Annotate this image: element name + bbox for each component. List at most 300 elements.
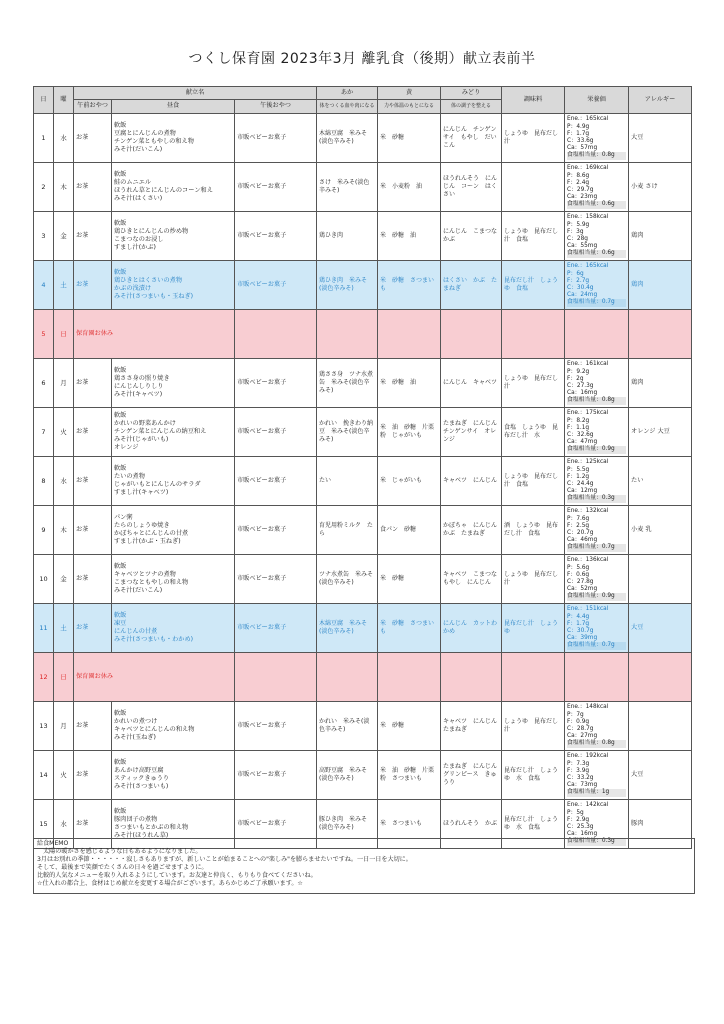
- lunch-item: 鮭のムニエル: [114, 178, 152, 186]
- header-lunch: 昼食: [112, 100, 235, 114]
- nutrition: [565, 555, 629, 604]
- lunch-menu: [112, 506, 235, 555]
- table-row: [34, 163, 692, 212]
- am-snack: お茶: [74, 555, 112, 604]
- nutrition: [565, 359, 629, 408]
- red-ingredients: 豚ひき肉 米みそ(淡色辛みそ): [317, 800, 378, 849]
- lunch-menu: [112, 261, 235, 310]
- yellow-ingredients: 米 砂糖 さつまいも: [378, 261, 441, 310]
- lunch-item: 軟飯: [114, 268, 127, 276]
- day-number: 4: [34, 261, 54, 310]
- lunch-item: 軟飯: [114, 411, 127, 419]
- empty-cell: [502, 310, 565, 359]
- nutrition-value: Ca：39mg: [567, 635, 598, 642]
- lunch-item: 軟飯: [114, 219, 127, 227]
- day-of-week: 日: [54, 653, 74, 702]
- nutrition-value: F：0.9g: [567, 718, 590, 725]
- lunch-item: すまし汁(かぶ・玉ねぎ): [114, 538, 181, 546]
- closed-notice: 保育園お休み: [74, 310, 235, 359]
- nutrition-value: P：6g: [567, 270, 584, 277]
- green-ingredients: はくさい かぶ たまねぎ: [441, 261, 502, 310]
- lunch-item: キャベツとツナの煮物: [114, 570, 176, 578]
- nutrition-value: F：0.6g: [567, 571, 590, 578]
- lunch-item: かれいの煮つけ: [114, 717, 158, 725]
- seasoning: [502, 163, 565, 212]
- salt-value: 食塩相当量：0.8g: [567, 740, 626, 747]
- table-row: [34, 457, 692, 506]
- allergy: [629, 555, 692, 604]
- lunch-item: 軟飯: [114, 807, 127, 815]
- menu-body: [34, 114, 692, 849]
- nutrition-value: Ene.：165kcal: [567, 116, 609, 123]
- nutrition-value: C：30.4g: [567, 285, 594, 291]
- memo-heading: 給食MEMO: [37, 840, 69, 847]
- day-number: 11: [34, 604, 54, 653]
- empty-cell: [565, 310, 629, 359]
- pm-snack: 市販ベビーお菓子: [235, 114, 317, 163]
- empty-cell: [378, 653, 441, 702]
- memo-line: ☆仕入れの都合上、食材はじめ献立を変更する場合がございます。あらかじめご了承願います。☆: [37, 880, 303, 888]
- lunch-item: 豆腐とにんじんの煮物: [114, 129, 176, 137]
- lunch-item: たらのしょうゆ焼き: [114, 521, 170, 529]
- green-ingredients: キャベツ にんじん: [441, 457, 502, 506]
- lunch-item: オレンジ: [114, 444, 139, 452]
- yellow-ingredients: 米 油 砂糖 片栗粉 じゃがいも: [378, 408, 441, 457]
- table-row: [34, 212, 692, 261]
- empty-cell: [317, 653, 378, 702]
- nutrition-value: F：2.5g: [567, 522, 590, 529]
- allergy: 大豆: [629, 751, 692, 800]
- salt-value: 食塩相当量：0.9g: [567, 593, 626, 600]
- nutrition: [565, 114, 629, 163]
- day-number: 9: [34, 506, 54, 555]
- lunch-item: みそ汁(ほうれん草): [114, 832, 169, 840]
- red-ingredients: 木綿豆腐 米みそ(淡色辛みそ): [317, 604, 378, 653]
- red-ingredients: 育児用粉ミルク たら: [317, 506, 378, 555]
- green-ingredients: たまねぎ にんじん グリンピース きゅうり: [441, 751, 502, 800]
- lunch-menu: [112, 604, 235, 653]
- day-of-week: 月: [54, 359, 74, 408]
- salt-value: 食塩相当量：0.6g: [567, 201, 626, 208]
- table-row: [34, 604, 692, 653]
- header-red-sub: 体をつくる血や肉になる: [317, 100, 378, 114]
- lunch-item: みそ汁(さつまいも・わかめ): [114, 636, 194, 644]
- nutrition-value: Ca：73mg: [567, 782, 598, 789]
- table-row: [34, 555, 692, 604]
- allergy: 豚肉: [629, 800, 692, 849]
- yellow-ingredients: 米 砂糖 油: [378, 212, 441, 261]
- nutrition-value: F：1.7g: [567, 130, 590, 137]
- pm-snack: 市販ベビーお菓子: [235, 408, 317, 457]
- header-yellow: 黄: [378, 87, 441, 100]
- lunch-item: みそ汁(さつまいも): [114, 783, 169, 791]
- lunch-item: みそ汁(だいこん): [114, 146, 163, 154]
- lunch-menu: [112, 163, 235, 212]
- salt-value: 食塩相当量：0.7g: [567, 299, 626, 306]
- salt-value: 食塩相当量：0.8g: [567, 152, 626, 159]
- lunch-item: 軟飯: [114, 562, 127, 570]
- nutrition-value: Ca：57mg: [567, 145, 598, 152]
- allergy: 鶏肉: [629, 359, 692, 408]
- lunch-item: 鶏ささ身の照り焼き: [114, 374, 170, 382]
- empty-cell: [441, 310, 502, 359]
- salt-value: 食塩相当量：0.8g: [567, 397, 626, 404]
- green-ingredients: にんじん こまつな かぶ: [441, 212, 502, 261]
- lunch-item: 軟飯: [114, 121, 127, 129]
- pm-snack: 市販ベビーお菓子: [235, 800, 317, 849]
- yellow-ingredients: 米 小麦粉 油: [378, 163, 441, 212]
- red-ingredients: かれい 米みそ(淡色辛みそ): [317, 702, 378, 751]
- nutrition-value: P：7.6g: [567, 515, 590, 522]
- nutrition-value: Ene.：151kcal: [567, 606, 609, 613]
- nutrition: [565, 261, 629, 310]
- day-of-week: 月: [54, 702, 74, 751]
- nutrition: [565, 506, 629, 555]
- pm-snack: 市販ベビーお菓子: [235, 457, 317, 506]
- green-ingredients: にんじん チンゲンサイ もやし だいこん: [441, 114, 502, 163]
- pm-snack: 市販ベビーお菓子: [235, 555, 317, 604]
- lunch-item: 鶏ひきとはくさいの煮物: [114, 276, 183, 284]
- lunch-item: 鶏ひきとにんじんの炒め物: [114, 227, 189, 235]
- salt-value: 食塩相当量：1g: [567, 789, 626, 796]
- pm-snack: 市販ベビーお菓子: [235, 604, 317, 653]
- nutrition-value: F：3.9g: [567, 767, 590, 774]
- seasoning: しょうゆ 昆布だし汁: [502, 555, 565, 604]
- nutrition-value: Ene.：161kcal: [567, 361, 609, 368]
- empty-cell: [441, 653, 502, 702]
- salt-value: 食塩相当量：0.6g: [567, 250, 626, 257]
- lunch-item: 軟飯: [114, 709, 127, 717]
- salt-value: 食塩相当量：0.9g: [567, 446, 626, 453]
- seasoning: しょうゆ 昆布だし汁: [502, 702, 565, 751]
- allergy: 鶏肉: [629, 261, 692, 310]
- day-number: 8: [34, 457, 54, 506]
- closed-notice: 保育園お休み: [74, 653, 235, 702]
- nutrition-value: Ene.：125kcal: [567, 459, 609, 466]
- red-ingredients: 鶏ひき肉: [317, 212, 378, 261]
- lunch-item: すまし汁(かぶ): [114, 244, 156, 252]
- lunch-item: さつまいもとかぶの和え物: [114, 824, 189, 831]
- empty-cell: [235, 310, 317, 359]
- header-allergy: アレルギー: [629, 87, 692, 114]
- lunch-menu: [112, 408, 235, 457]
- header-menu-group: 献立名: [74, 87, 317, 100]
- header-red: あか: [317, 87, 378, 100]
- table-row: [34, 261, 692, 310]
- day-of-week: 金: [54, 212, 74, 261]
- nutrition-value: Ene.：192kcal: [567, 753, 609, 760]
- memo-line: 比較的人気なメニューを取り入れるようにしています。お友達と仲良く、もりもり食べてくださいね。: [37, 872, 317, 880]
- yellow-ingredients: 米 砂糖: [378, 702, 441, 751]
- nutrition-value: P：9.2g: [567, 368, 590, 375]
- day-of-week: 土: [54, 604, 74, 653]
- nutrition: [565, 212, 629, 261]
- nutrition-value: P：8.2g: [567, 417, 590, 424]
- day-of-week: 火: [54, 751, 74, 800]
- day-of-week: 土: [54, 261, 74, 310]
- yellow-ingredients: 米 砂糖: [378, 114, 441, 163]
- pm-snack: 市販ベビーお菓子: [235, 212, 317, 261]
- nutrition-value: P：5.6g: [567, 564, 590, 571]
- nutrition-value: C：33.2g: [567, 775, 594, 781]
- nutrition-value: Ene.：136kcal: [567, 557, 609, 564]
- day-of-week: 水: [54, 457, 74, 506]
- lunch-item: キャベツとにんじんの和え物: [114, 726, 195, 733]
- nutrition-value: C：32.6g: [567, 432, 594, 438]
- table-row: [34, 310, 692, 359]
- day-number: 1: [34, 114, 54, 163]
- nutrition-value: Ca：46mg: [567, 537, 598, 544]
- allergy: 大豆: [629, 604, 692, 653]
- lunch-item: 軟飯: [114, 464, 127, 472]
- nutrition-value: F：2.4g: [567, 179, 590, 186]
- memo-line: 太陽の暖かさを感じるような日もあるようになりました。: [37, 848, 202, 856]
- lunch-item: 軟飯: [114, 170, 127, 178]
- am-snack: お茶: [74, 261, 112, 310]
- red-ingredients: 木綿豆腐 米みそ(淡色辛みそ): [317, 114, 378, 163]
- lunch-item: 豚肉団子の煮物: [114, 815, 158, 823]
- seasoning: 昆布だし汁 しょうゆ 水 食塩: [502, 800, 565, 849]
- nutrition-value: Ca：52mg: [567, 586, 598, 593]
- nutrition-value: Ene.：148kcal: [567, 704, 609, 711]
- nutrition-value: Ca：16mg: [567, 390, 598, 397]
- nutrition-value: P：4.9g: [567, 123, 590, 130]
- nutrition-value: F：1.7g: [567, 620, 590, 627]
- lunch-menu: [112, 702, 235, 751]
- empty-cell: [629, 653, 692, 702]
- pm-snack: 市販ベビーお菓子: [235, 163, 317, 212]
- allergy: 小麦 乳: [629, 506, 692, 555]
- day-number: 6: [34, 359, 54, 408]
- memo-line: 3月はお別れの季節・・・・・・寂しさもありますが、新しいことが始まることへの"楽しみ"を膨らませたいですね。一日一日を大切に。: [37, 856, 412, 864]
- nutrition-value: P：4.4g: [567, 613, 590, 620]
- day-number: 14: [34, 751, 54, 800]
- table-row: [34, 751, 692, 800]
- lunch-item: チンゲン菜ともやしの和え物: [114, 138, 194, 145]
- nutrition-value: P：5g: [567, 809, 584, 816]
- lunch-menu: [112, 212, 235, 261]
- nutrition-value: C：28.7g: [567, 726, 594, 732]
- lunch-item: みそ汁(はくさい): [114, 195, 163, 203]
- day-of-week: 木: [54, 506, 74, 555]
- lunch-item: にんじんしりしり: [114, 383, 164, 390]
- nutrition: [565, 408, 629, 457]
- empty-cell: [317, 310, 378, 359]
- lunch-item: チンゲン菜とにんじんの納豆和え: [114, 427, 207, 435]
- nutrition-value: C：30.7g: [567, 628, 594, 634]
- am-snack: お茶: [74, 408, 112, 457]
- am-snack: お茶: [74, 702, 112, 751]
- day-of-week: 水: [54, 800, 74, 849]
- am-snack: お茶: [74, 163, 112, 212]
- menu-table: [33, 86, 692, 849]
- yellow-ingredients: 米 じゃがいも: [378, 457, 441, 506]
- nutrition-value: Ene.：158kcal: [567, 214, 609, 221]
- red-ingredients: ツナ水煮缶 米みそ(淡色辛みそ): [317, 555, 378, 604]
- header-green: みどり: [441, 87, 502, 100]
- nutrition-value: Ene.：175kcal: [567, 410, 609, 417]
- nutrition-value: Ca：12mg: [567, 488, 598, 495]
- table-row: [34, 359, 692, 408]
- lunch-item: すまし汁(キャベツ): [114, 489, 169, 497]
- nutrition-value: F：3g: [567, 228, 584, 235]
- green-ingredients: かぼちゃ にんじん かぶ たまねぎ: [441, 506, 502, 555]
- day-number: 3: [34, 212, 54, 261]
- am-snack: お茶: [74, 751, 112, 800]
- lunch-menu: [112, 457, 235, 506]
- seasoning: しょうゆ 昆布だし汁: [502, 114, 565, 163]
- day-of-week: 金: [54, 555, 74, 604]
- green-ingredients: キャベツ こまつな もやし にんじん: [441, 555, 502, 604]
- empty-cell: [565, 653, 629, 702]
- allergy: 鶏肉: [629, 212, 692, 261]
- salt-value: 食塩相当量：0.3g: [567, 495, 626, 502]
- am-snack: お茶: [74, 359, 112, 408]
- day-number: 7: [34, 408, 54, 457]
- lunch-item: みそ汁(玉ねぎ): [114, 734, 156, 742]
- pm-snack: 市販ベビーお菓子: [235, 751, 317, 800]
- nutrition: [565, 702, 629, 751]
- table-row: [34, 653, 692, 702]
- nutrition: [565, 604, 629, 653]
- lunch-item: にんじんの甘煮: [114, 628, 158, 635]
- nutrition-value: C：27.3g: [567, 383, 594, 389]
- lunch-menu: [112, 114, 235, 163]
- yellow-ingredients: 米 砂糖: [378, 555, 441, 604]
- seasoning: 昆布だし汁 しょうゆ 水 食塩: [502, 751, 565, 800]
- salt-value: 食塩相当量：0.3g: [567, 838, 626, 845]
- allergy: 大豆: [629, 114, 692, 163]
- nutrition-value: C：24.4g: [567, 481, 594, 487]
- memo-line: そして、最後まで笑顔でたくさんの日々を過ごせますように。: [37, 864, 208, 872]
- table-row: [34, 408, 692, 457]
- red-ingredients: たい: [317, 457, 378, 506]
- am-snack: お茶: [74, 114, 112, 163]
- nutrition-value: Ene.：165kcal: [567, 263, 609, 270]
- header-pm-snack: 午後おやつ: [235, 100, 317, 114]
- allergy: [629, 702, 692, 751]
- nutrition-value: C：25.3g: [567, 824, 594, 830]
- lunch-item: スティックきゅうり: [114, 775, 170, 782]
- nutrition-value: Ene.：169kcal: [567, 165, 609, 172]
- am-snack: お茶: [74, 604, 112, 653]
- day-of-week: 水: [54, 114, 74, 163]
- allergy: 小麦 さけ: [629, 163, 692, 212]
- empty-cell: [629, 310, 692, 359]
- lunch-item: みそ汁(キャベツ): [114, 391, 163, 399]
- nutrition-value: P：7.3g: [567, 760, 590, 767]
- nutrition-value: Ca：16mg: [567, 831, 598, 838]
- nutrition-value: C：33.6g: [567, 138, 594, 144]
- lunch-item: みそ汁(さつまいも・玉ねぎ): [114, 293, 194, 301]
- allergy: オレンジ 大豆: [629, 408, 692, 457]
- nutrition-value: C：28g: [567, 236, 588, 242]
- seasoning: しょうゆ 昆布だし汁: [502, 359, 565, 408]
- salt-value: 食塩相当量：0.7g: [567, 642, 626, 649]
- nutrition-value: F：2.7g: [567, 277, 590, 284]
- header-seasoning: 調味料: [502, 87, 565, 114]
- nutrition: [565, 457, 629, 506]
- day-of-week: 木: [54, 163, 74, 212]
- seasoning: 昆布だし汁 しょうゆ: [502, 604, 565, 653]
- allergy: たい: [629, 457, 692, 506]
- day-of-week: 日: [54, 310, 74, 359]
- nutrition-value: P：5.9g: [567, 221, 590, 228]
- lunch-item: かぼちゃとにんじんの甘煮: [114, 530, 189, 537]
- green-ingredients: にんじん キャベツ: [441, 359, 502, 408]
- red-ingredients: 高野豆腐 米みそ(淡色辛みそ): [317, 751, 378, 800]
- yellow-ingredients: 米 砂糖 油: [378, 359, 441, 408]
- lunch-item: パン粥: [114, 513, 133, 521]
- red-ingredients: 鶏ささ身 ツナ水煮缶 米みそ(淡色辛みそ): [317, 359, 378, 408]
- empty-cell: [378, 310, 441, 359]
- header-day: 日: [34, 87, 54, 114]
- nutrition-value: C：20.7g: [567, 530, 594, 536]
- header-nutrition: 栄養価: [565, 87, 629, 114]
- nutrition-value: F：2g: [567, 375, 584, 382]
- lunch-item: みそ汁(だいこん): [114, 587, 163, 595]
- pm-snack: 市販ベビーお菓子: [235, 261, 317, 310]
- table-row: [34, 114, 692, 163]
- nutrition-value: Ene.：142kcal: [567, 802, 609, 809]
- salt-value: 食塩相当量：0.7g: [567, 544, 626, 551]
- lunch-item: かぶの浅漬け: [114, 285, 152, 292]
- seasoning: 食塩 しょうゆ 昆布だし汁 水: [502, 408, 565, 457]
- seasoning: 昆布だし汁 しょうゆ 食塩: [502, 261, 565, 310]
- table-row: [34, 506, 692, 555]
- nutrition-value: P：8.6g: [567, 172, 590, 179]
- seasoning: 酒 しょうゆ 昆布だし汁 食塩: [502, 506, 565, 555]
- lunch-item: たいの煮物: [114, 472, 145, 480]
- nutrition-value: C：29.7g: [567, 187, 594, 193]
- nutrition-value: P：7g: [567, 711, 584, 718]
- seasoning: しょうゆ 昆布だし汁 食塩: [502, 457, 565, 506]
- yellow-ingredients: 米 油 砂糖 片栗粉 さつまいも: [378, 751, 441, 800]
- header-yellow-sub: 力や体温のもとになる: [378, 100, 441, 114]
- lunch-item: こまつなのお浸し: [114, 236, 164, 243]
- pm-snack: 市販ベビーお菓子: [235, 506, 317, 555]
- nutrition-value: Ca：27mg: [567, 733, 598, 740]
- header-dow: 曜: [54, 87, 74, 114]
- lunch-item: かれいの野菜あんかけ: [114, 419, 176, 427]
- green-ingredients: キャベツ にんじん たまねぎ: [441, 702, 502, 751]
- day-number: 15: [34, 800, 54, 849]
- lunch-item: こまつなともやしの和え物: [114, 579, 189, 586]
- day-number: 2: [34, 163, 54, 212]
- lunch-item: 軟飯: [114, 611, 127, 619]
- pm-snack: 市販ベビーお菓子: [235, 359, 317, 408]
- nutrition-value: Ca：47mg: [567, 439, 598, 446]
- am-snack: お茶: [74, 506, 112, 555]
- page-title: つくし保育園 2023年3月 離乳食（後期）献立表前半: [188, 51, 536, 67]
- green-ingredients: にんじん カットわかめ: [441, 604, 502, 653]
- lunch-menu: [112, 751, 235, 800]
- header-green-sub: 体の調子を整える: [441, 100, 502, 114]
- day-number: 13: [34, 702, 54, 751]
- red-ingredients: 鶏ひき肉 米みそ(淡色辛みそ): [317, 261, 378, 310]
- lunch-item: じゃがいもとにんじんのサラダ: [114, 481, 201, 488]
- day-number: 5: [34, 310, 54, 359]
- yellow-ingredients: 食パン 砂糖: [378, 506, 441, 555]
- lunch-item: 凍豆: [114, 619, 127, 627]
- yellow-ingredients: 米 砂糖 さつまいも: [378, 604, 441, 653]
- lunch-menu: [112, 359, 235, 408]
- nutrition-value: C：27.8g: [567, 579, 594, 585]
- nutrition-value: P：5.5g: [567, 466, 590, 473]
- seasoning: しょうゆ 昆布だし汁 食塩: [502, 212, 565, 261]
- nutrition-value: Ca：55mg: [567, 243, 598, 250]
- green-ingredients: たまねぎ にんじん チンゲンサイ オレンジ: [441, 408, 502, 457]
